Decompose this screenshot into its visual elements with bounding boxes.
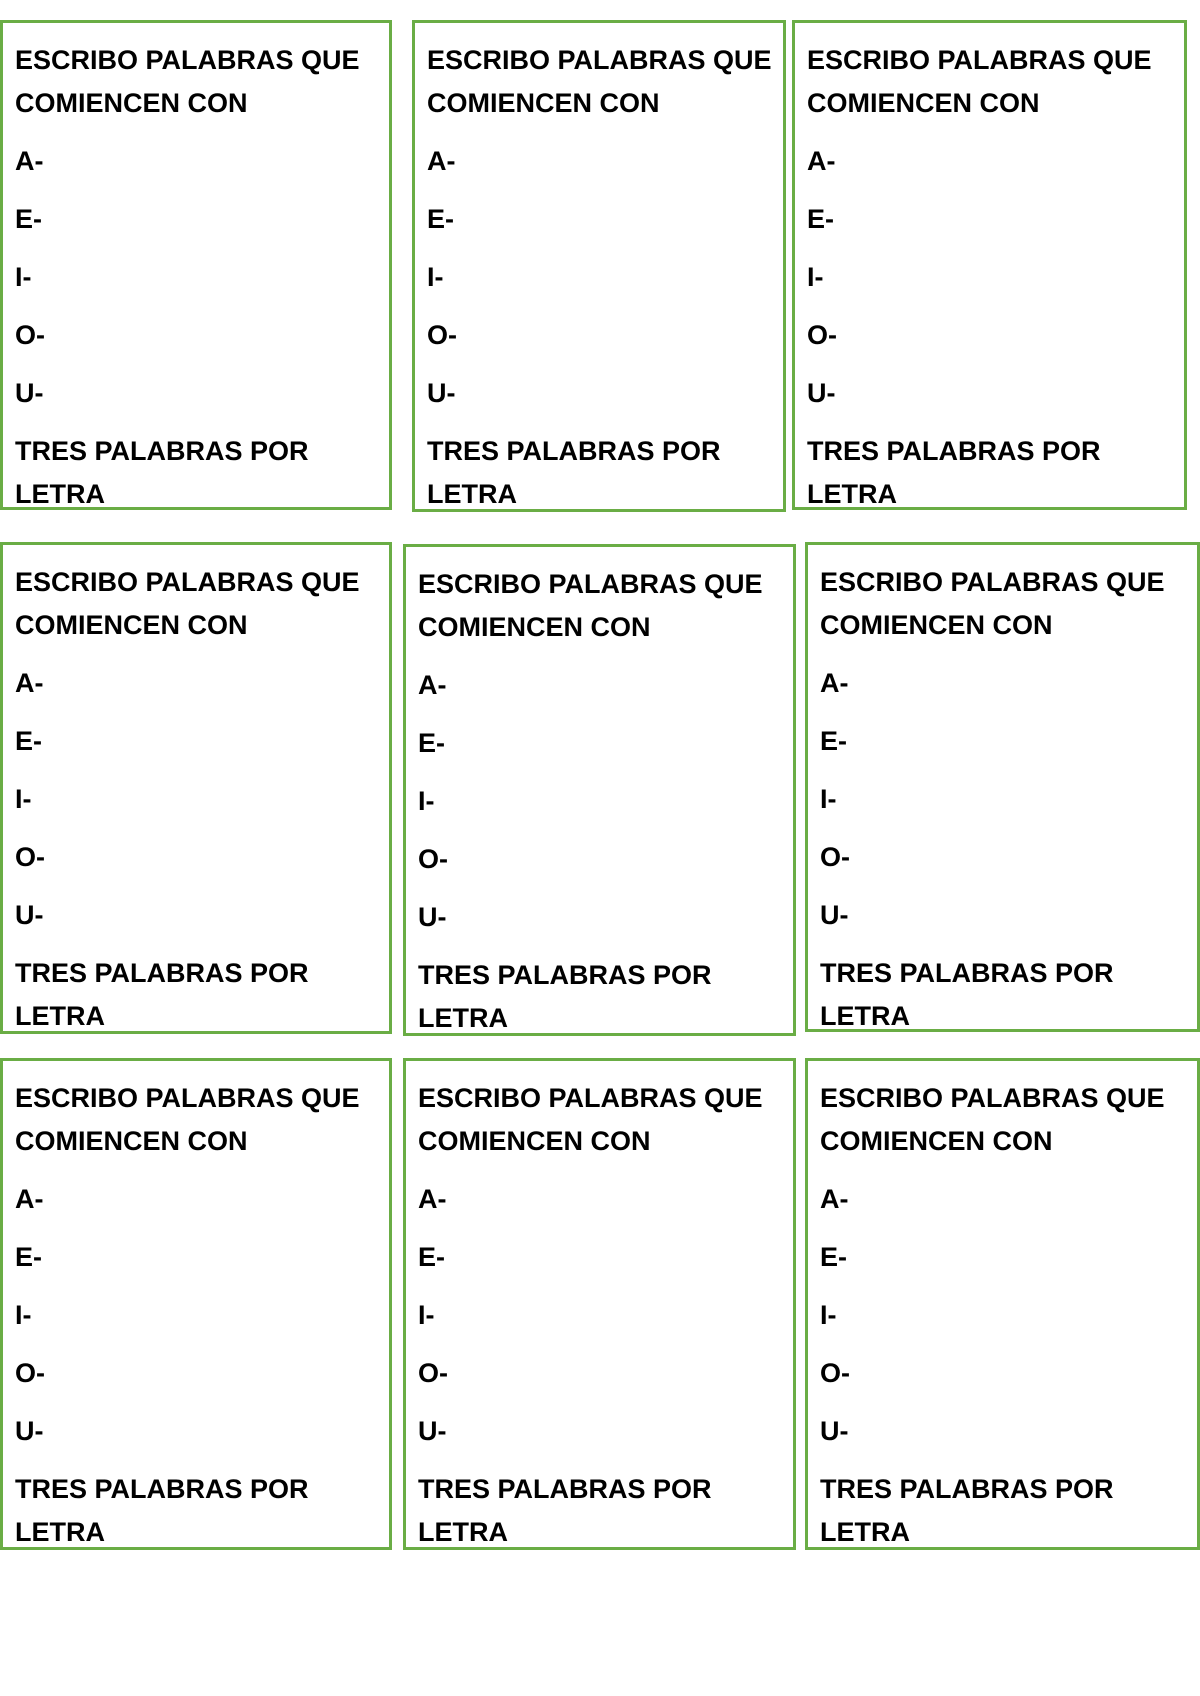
vowel-line-i: I- [15, 262, 32, 292]
footer-line: LETRA [15, 1517, 105, 1547]
footer-line: LETRA [820, 1001, 910, 1031]
footer-line: LETRA [427, 479, 517, 509]
prompt-line: COMIENCEN CON [15, 88, 248, 118]
vowel-line-e: E- [427, 204, 454, 234]
footer-line: TRES PALABRAS POR [807, 436, 1101, 466]
prompt-line: ESCRIBO PALABRAS QUE [807, 45, 1152, 75]
card-prompt [418, 563, 781, 649]
vowel-line-e: E- [15, 1242, 42, 1272]
vowel-line-u: U- [427, 378, 456, 408]
card-footer [15, 1468, 377, 1554]
vowel-line-o: O- [807, 320, 837, 350]
footer-line: LETRA [15, 479, 105, 509]
prompt-line: ESCRIBO PALABRAS QUE [427, 45, 772, 75]
prompt-line: ESCRIBO PALABRAS QUE [418, 1083, 763, 1113]
worksheet-card [412, 20, 786, 512]
prompt-line: ESCRIBO PALABRAS QUE [15, 45, 360, 75]
vowel-line-u: U- [418, 902, 447, 932]
vowel-line-u: U- [15, 378, 44, 408]
footer-line: LETRA [820, 1517, 910, 1547]
vowel-line-o: O- [15, 842, 45, 872]
vowel-line-a: A- [15, 1184, 44, 1214]
vowel-line-e: E- [15, 726, 42, 756]
worksheet-card [805, 1058, 1200, 1550]
worksheet-card [0, 542, 392, 1034]
prompt-line: COMIENCEN CON [820, 1126, 1053, 1156]
prompt-line: ESCRIBO PALABRAS QUE [820, 567, 1165, 597]
card-prompt [820, 561, 1185, 647]
card-footer [807, 430, 1172, 516]
card-prompt [15, 1077, 377, 1163]
vowel-line-i: I- [807, 262, 824, 292]
vowel-line-e: E- [15, 204, 42, 234]
vowel-line-i: I- [15, 1300, 32, 1330]
footer-line: TRES PALABRAS POR [820, 1474, 1114, 1504]
vowel-line-o: O- [15, 320, 45, 350]
vowel-line-i: I- [820, 1300, 837, 1330]
card-prompt [820, 1077, 1185, 1163]
card-footer [15, 952, 377, 1038]
vowel-line-o: O- [418, 844, 448, 874]
vowel-line-i: I- [418, 786, 435, 816]
card-footer [427, 430, 771, 516]
footer-line: TRES PALABRAS POR [15, 958, 309, 988]
worksheet-card [805, 542, 1200, 1032]
prompt-line: COMIENCEN CON [807, 88, 1040, 118]
footer-line: TRES PALABRAS POR [15, 1474, 309, 1504]
vowel-line-o: O- [820, 842, 850, 872]
footer-line: LETRA [418, 1003, 508, 1033]
vowel-line-a: A- [418, 1184, 447, 1214]
card-prompt [807, 39, 1172, 125]
vowel-line-a: A- [15, 668, 44, 698]
vowel-line-a: A- [820, 668, 849, 698]
worksheet-card [0, 1058, 392, 1550]
card-footer [15, 430, 377, 516]
footer-line: TRES PALABRAS POR [15, 436, 309, 466]
vowel-line-e: E- [418, 1242, 445, 1272]
vowel-line-e: E- [820, 726, 847, 756]
prompt-line: COMIENCEN CON [15, 1126, 248, 1156]
vowel-line-a: A- [807, 146, 836, 176]
vowel-line-i: I- [427, 262, 444, 292]
prompt-line: ESCRIBO PALABRAS QUE [820, 1083, 1165, 1113]
vowel-line-a: A- [15, 146, 44, 176]
vowel-line-u: U- [820, 900, 849, 930]
vowel-line-e: E- [820, 1242, 847, 1272]
vowel-line-e: E- [807, 204, 834, 234]
worksheet-card [792, 20, 1187, 510]
footer-line: TRES PALABRAS POR [820, 958, 1114, 988]
card-footer [418, 1468, 781, 1554]
card-prompt [418, 1077, 781, 1163]
worksheet-card [0, 20, 392, 510]
card-prompt [427, 39, 771, 125]
vowel-line-i: I- [15, 784, 32, 814]
vowel-line-e: E- [418, 728, 445, 758]
vowel-line-a: A- [418, 670, 447, 700]
vowel-line-i: I- [820, 784, 837, 814]
footer-line: TRES PALABRAS POR [418, 960, 712, 990]
vowel-line-o: O- [418, 1358, 448, 1388]
card-footer [820, 1468, 1185, 1554]
prompt-line: ESCRIBO PALABRAS QUE [15, 1083, 360, 1113]
vowel-line-u: U- [418, 1416, 447, 1446]
vowel-line-o: O- [820, 1358, 850, 1388]
vowel-line-o: O- [15, 1358, 45, 1388]
card-footer [418, 954, 781, 1040]
vowel-line-a: A- [427, 146, 456, 176]
footer-line: LETRA [418, 1517, 508, 1547]
card-prompt [15, 39, 377, 125]
vowel-line-a: A- [820, 1184, 849, 1214]
prompt-line: ESCRIBO PALABRAS QUE [15, 567, 360, 597]
vowel-line-i: I- [418, 1300, 435, 1330]
card-footer [820, 952, 1185, 1038]
footer-line: TRES PALABRAS POR [418, 1474, 712, 1504]
vowel-line-o: O- [427, 320, 457, 350]
worksheet-card [403, 544, 796, 1036]
prompt-line: COMIENCEN CON [15, 610, 248, 640]
footer-line: LETRA [15, 1001, 105, 1031]
prompt-line: ESCRIBO PALABRAS QUE [418, 569, 763, 599]
worksheet-card [403, 1058, 796, 1550]
prompt-line: COMIENCEN CON [427, 88, 660, 118]
footer-line: TRES PALABRAS POR [427, 436, 721, 466]
footer-line: LETRA [807, 479, 897, 509]
vowel-line-u: U- [15, 1416, 44, 1446]
prompt-line: COMIENCEN CON [418, 1126, 651, 1156]
vowel-line-u: U- [15, 900, 44, 930]
prompt-line: COMIENCEN CON [820, 610, 1053, 640]
prompt-line: COMIENCEN CON [418, 612, 651, 642]
vowel-line-u: U- [820, 1416, 849, 1446]
card-prompt [15, 561, 377, 647]
vowel-line-u: U- [807, 378, 836, 408]
